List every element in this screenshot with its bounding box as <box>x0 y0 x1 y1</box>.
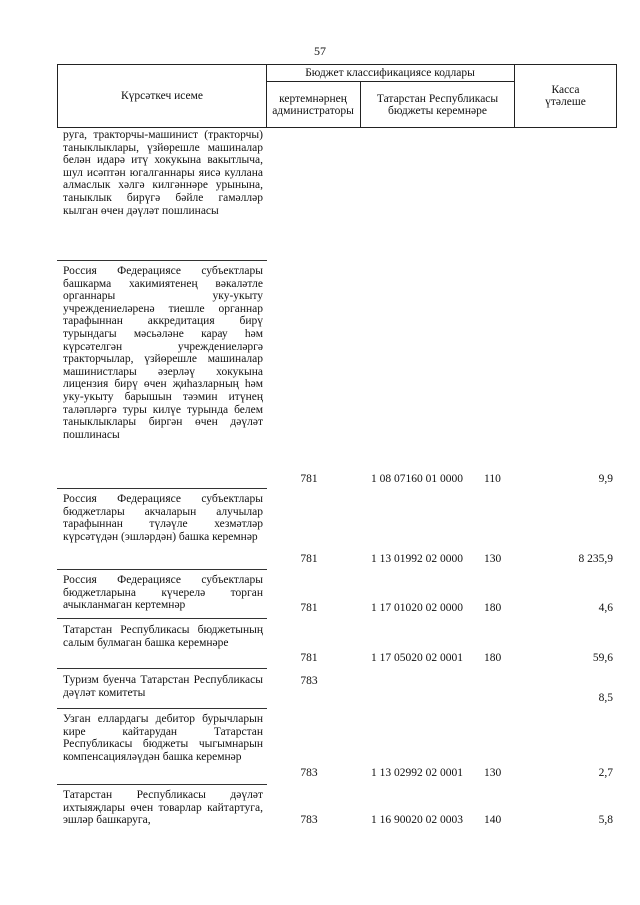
header-indicator-name: Күрсәткеч исеме <box>120 90 204 102</box>
admin-code: 781 <box>300 553 318 566</box>
subtype-code: 180 <box>484 602 502 615</box>
admin-code: 781 <box>300 473 318 486</box>
subtype-code: 130 <box>484 553 502 566</box>
indicator-name: Россия Федерациясе субъектлары башкарма хакимиятенең вәкаләтле органнары уку-укыту учреждениеләренә тиешле органнар тарафыннан аккредитация бирү турындагы мәсьәләне карау һәм күрсәтелгән учреждениеләргә тракторчылар, үзйөрешле машиналар машинистлары әзерләү хокукына лицензия бирү өчен җиһазларның һәм уку-укыту барышын тәэмин итүнең таләпләргә туры килүе турында белем таныклыклары биргән өчен дәүләт пошлинасы <box>63 265 263 441</box>
cash-amount: 5,8 <box>598 814 613 827</box>
header-budget-codes: Бюджет классификациясе кодлары <box>305 67 475 79</box>
cash-amount: 8,5 <box>598 692 613 705</box>
table-row <box>57 713 617 780</box>
table-row <box>57 789 617 827</box>
row-divider <box>57 784 267 785</box>
subtype-code: 130 <box>484 767 502 780</box>
revenue-code: 1 17 05020 02 0001 <box>371 652 463 665</box>
indicator-name: Татарстан Республикасы дәүләт ихтыяҗлары өчен товарлар кайтартуга, эшләр башкаруга, <box>63 789 263 827</box>
indicator-name: Узган еллардагы дебитор бурычларын кире кайтарудан Татарстан Республикасы бюджеты чыгымнарын компенсацияләүдән башка керемнәр <box>63 713 263 763</box>
indicator-name: Россия Федерациясе субъектлары бюджетларына күчерелә торган ачыкланмаган кертемнәр <box>63 574 263 612</box>
row-divider <box>57 569 267 570</box>
table-header <box>57 64 617 128</box>
indicator-name: руга, тракторчы-машинист (тракторчы) таныклыклары, үзйөрешле машиналар белән идарә итү хокукына вакытлыча, шул исәптән югалганнары яисә куллана алмаслык хәлгә килгәннәре урынына, таныклык бирүгә бәйле гамәлләр кылган өчен дәүләт пошлинасы <box>63 129 263 217</box>
indicator-name: Туризм буенча Татарстан Республикасы дәүләт комитеты <box>63 674 263 699</box>
page-number: 57 <box>314 44 326 58</box>
cash-amount: 4,6 <box>598 602 613 615</box>
row-divider <box>57 488 267 489</box>
cash-amount: 59,6 <box>592 652 613 665</box>
revenue-code: 1 13 01992 02 0000 <box>371 553 463 566</box>
table-row <box>57 574 617 615</box>
row-divider <box>57 260 267 261</box>
header-revenue: Татарстан Республикасы бюджеты керемнәре <box>376 92 499 117</box>
admin-code: 783 <box>300 675 318 688</box>
revenue-code: 1 08 07160 01 0000 <box>371 473 463 486</box>
subtype-code: 140 <box>484 814 502 827</box>
table-row <box>57 129 617 257</box>
indicator-name: Россия Федерациясе субъектлары бюджетлары акчаларын алучылар тарафыннан түләүле хезмәтләр күрсәтүдән (эшләрдән) башка керемнәр <box>63 493 263 543</box>
admin-code: 783 <box>300 767 318 780</box>
revenue-code: 1 17 01020 02 0000 <box>371 602 463 615</box>
table-row <box>57 493 617 566</box>
indicator-name: Татарстан Республикасы бюджетының салым булмаган башка керемнәре <box>63 624 263 649</box>
row-divider <box>57 618 267 619</box>
revenue-code: 1 13 02992 02 0001 <box>371 767 463 780</box>
revenue-code: 1 16 90020 02 0003 <box>371 814 463 827</box>
row-divider <box>57 708 267 709</box>
cash-amount: 9,9 <box>598 473 613 486</box>
row-divider <box>57 668 267 669</box>
admin-code: 783 <box>300 814 318 827</box>
admin-code: 781 <box>300 652 318 665</box>
cash-amount: 2,7 <box>598 767 613 780</box>
table-row <box>57 624 617 665</box>
subtype-code: 180 <box>484 652 502 665</box>
table-row <box>57 674 617 705</box>
header-cash: Касса үтәлеше <box>545 84 586 108</box>
cash-amount: 8 235,9 <box>578 553 613 566</box>
admin-code: 781 <box>300 602 318 615</box>
table-row <box>57 265 617 486</box>
header-admin: кертемнәрнең администраторы <box>272 92 354 117</box>
subtype-code: 110 <box>484 473 501 486</box>
